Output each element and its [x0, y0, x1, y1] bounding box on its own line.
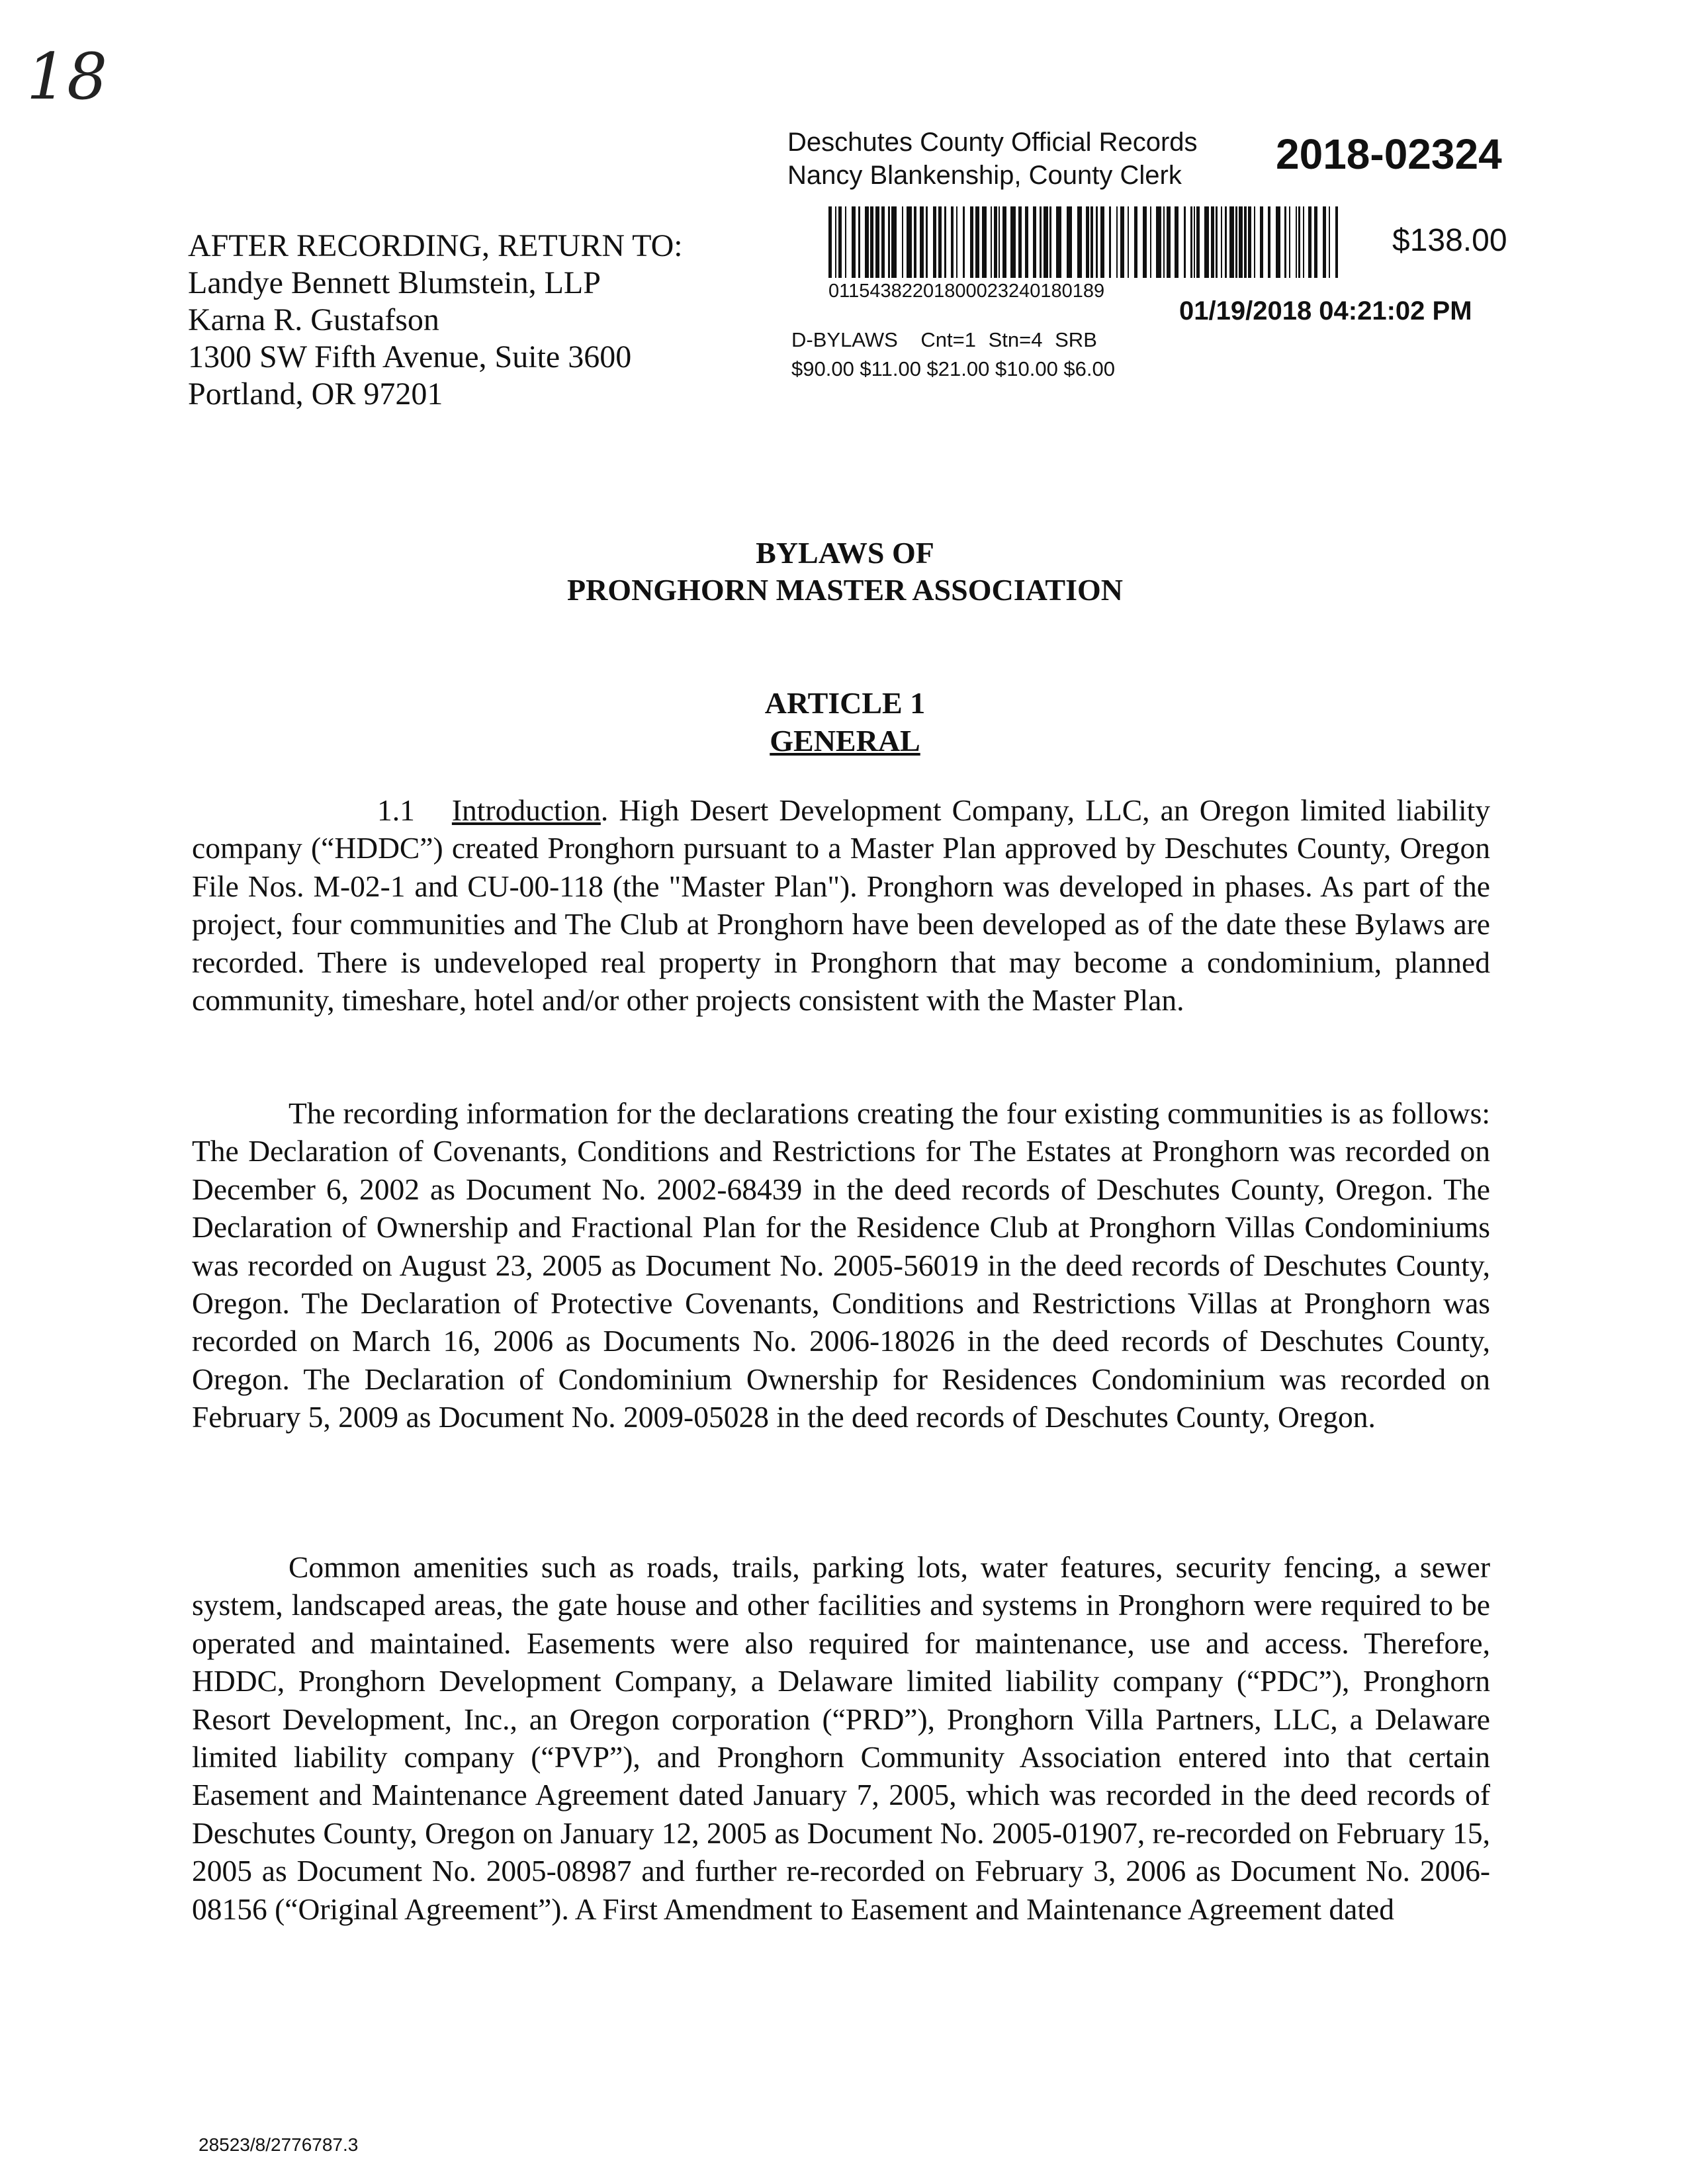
- article-heading: [0, 684, 1690, 760]
- article-name: GENERAL: [770, 724, 920, 758]
- recording-office: [787, 126, 1198, 192]
- section-number: 1.1: [377, 793, 415, 827]
- barcode-image: [828, 206, 1338, 278]
- recording-office-line1: Deschutes County Official Records: [787, 128, 1198, 157]
- paragraph-introduction: [192, 791, 1490, 1019]
- section-heading: Introduction: [451, 793, 601, 827]
- return-to-address: [188, 228, 683, 413]
- recording-count: Cnt=1: [920, 328, 976, 351]
- paragraph-common-amenities: Common amenities such as roads, trails, parking lots, water features, security fencing, a sewer system, landscaped areas, the gate house and other facilities and systems in Pronghorn were required to be operated and maintained. Easements were also required for maintenance, use and access. Therefore, HDDC, Pronghorn Development Company, a Delaware limited liability company (“PDC”), Pronghorn Resort Development, Inc., an Oregon corporation (“PRD”), Pronghorn Villa Partners, LLC, a Delaware limited liability company (“PVP”), and Pronghorn Community Association entered into that certain Easement and Maintenance Agreement dated January 7, 2005, which was recorded in the deed records of Deschutes County, Oregon on January 12, 2005 as Document No. 2005-01907, re-recorded on February 15, 2005 as Document No. 2005-08987 and further re-recorded on February 3, 2006 as Document No. 2006-08156 (“Original Agreement”). A First Amendment to Easement and Maintenance Agreement dated: [192, 1550, 1490, 1926]
- recording-doc-type: D-BYLAWS: [791, 328, 898, 351]
- return-to-line: Landye Bennett Blumstein, LLP: [188, 265, 601, 300]
- recording-clerk-initials: SRB: [1055, 328, 1097, 351]
- barcode-number: 01154382201800023240180189: [828, 281, 1105, 302]
- section-body: . High Desert Development Company, LLC, an Oregon limited liability company (“HDDC”) created Pronghorn pursuant to a Master Plan approved by Deschutes County, Oregon File Nos. M-02-1 and CU-00-118 (the "Master Plan"). Pronghorn was developed in phases. As part of the project, four communities and The Club at Pronghorn have been developed as of the date these Bylaws are recorded. There is undeveloped real property in Pronghorn that may become a condominium, planned community, timeshare, hotel and/or other projects consistent with the Master Plan.: [192, 793, 1490, 1018]
- paragraph-recording-information: The recording information for the declarations creating the four existing communities is as follows: The Declaration of Covenants, Conditions and Restrictions for The Estates at Pronghorn was recorded on December 6, 2002 as Document No. 2002-68439 in the deed records of Deschutes County, Oregon. The Declaration of Ownership and Fractional Plan for the Residence Club at Pronghorn Villas Condominiums was recorded on August 23, 2005 as Document No. 2005-56019 in the deed records of Deschutes County, Oregon. The Declaration of Protective Covenants, Conditions and Restrictions Villas at Pronghorn was recorded on March 16, 2006 as Documents No. 2006-18026 in the deed records of Deschutes County, Oregon. The Declaration of Condominium Ownership for Residences Condominium was recorded on February 5, 2009 as Document No. 2009-05028 in the deed records of Deschutes County, Oregon.: [192, 1096, 1490, 1434]
- recording-station: Stn=4: [988, 328, 1043, 351]
- recording-office-line2: Nancy Blankenship, County Clerk: [787, 161, 1182, 190]
- recording-fee-total: $138.00: [1392, 223, 1507, 258]
- return-to-line: 1300 SW Fifth Avenue, Suite 3600: [188, 339, 632, 374]
- document-title-line2: PRONGHORN MASTER ASSOCIATION: [566, 573, 1124, 607]
- recording-document-number: 2018-02324: [1276, 130, 1502, 178]
- return-to-line: Portland, OR 97201: [188, 376, 443, 412]
- recording-fee-breakdown: $90.00 $11.00 $21.00 $10.00 $6.00: [791, 357, 1115, 380]
- return-to-line: Karna R. Gustafson: [188, 302, 439, 337]
- document-title-line1: BYLAWS OF: [756, 536, 934, 570]
- recording-datetime: 01/19/2018 04:21:02 PM: [1179, 296, 1472, 326]
- article-number: ARTICLE 1: [764, 686, 926, 720]
- handwritten-page-number: 18: [26, 40, 108, 114]
- recording-type-line: [791, 328, 1114, 352]
- footer-document-id: 28523/8/2776787.3: [199, 2134, 359, 2155]
- document-title: [0, 535, 1690, 609]
- return-to-heading: AFTER RECORDING, RETURN TO:: [188, 228, 683, 263]
